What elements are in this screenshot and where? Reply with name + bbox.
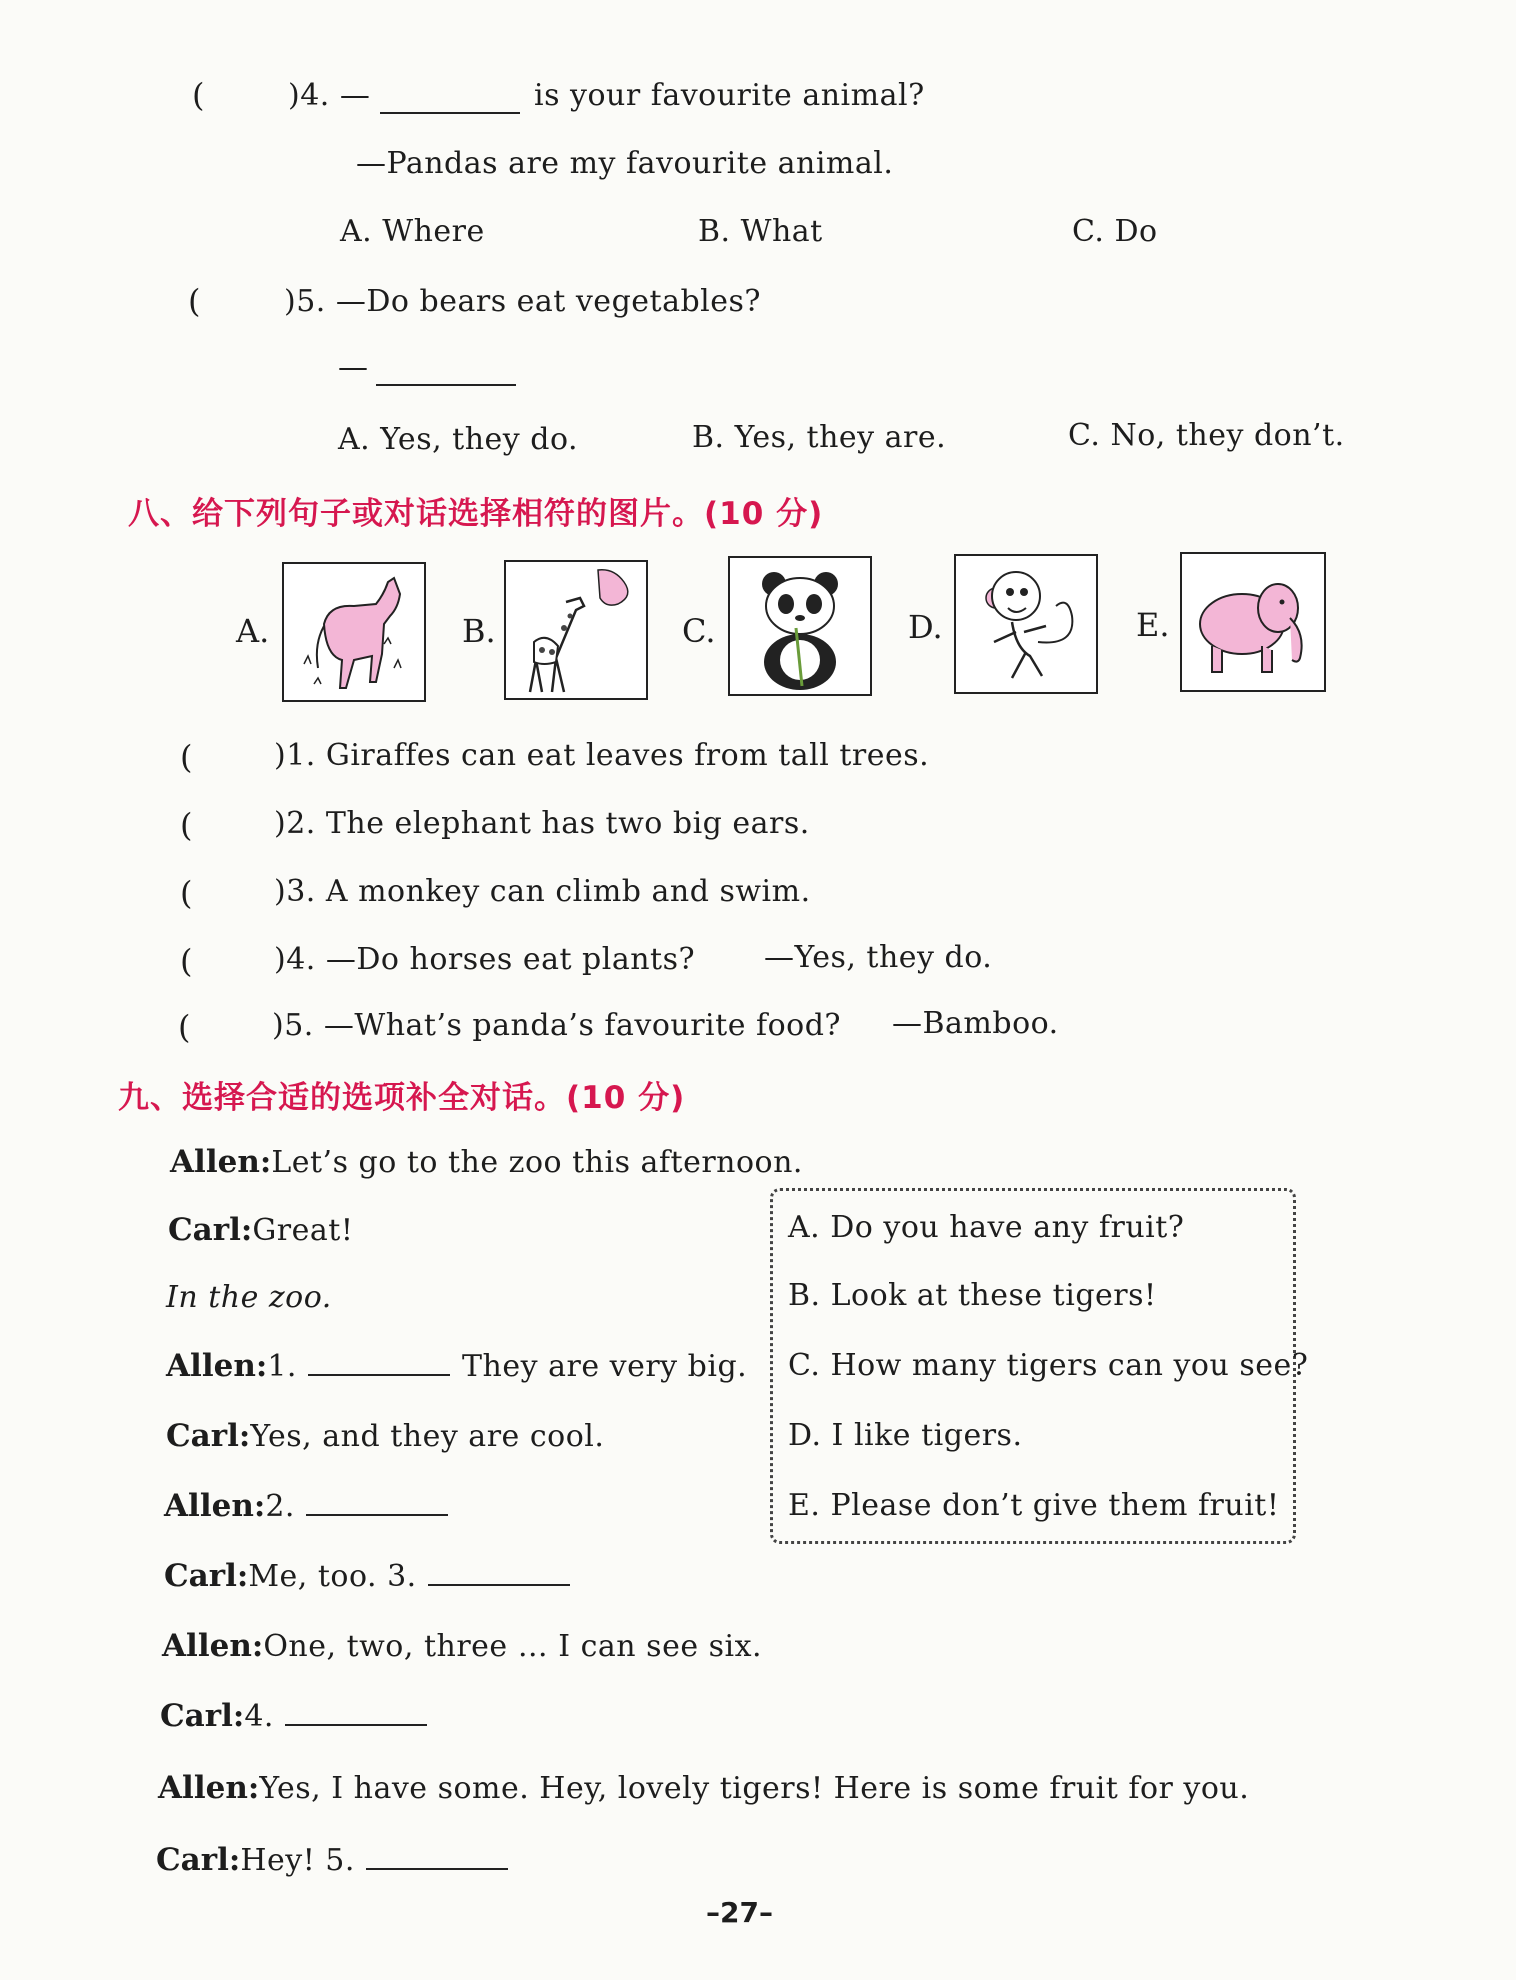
horse-icon	[282, 562, 426, 702]
option-d: D. I like tigers.	[788, 1418, 1023, 1453]
picture-question-5-reply: —Bamboo.	[892, 1006, 1059, 1041]
giraffe-icon	[504, 560, 648, 700]
answer-paren-open: (	[180, 874, 193, 912]
dialogue-line-1	[170, 1144, 803, 1180]
dialogue-line-9	[158, 1770, 1249, 1806]
section-9-title: 九、选择合适的选项补全对话。(10 分)	[118, 1080, 686, 1116]
speaker-name: Carl	[164, 1558, 237, 1594]
answer-paren-open: (	[188, 282, 201, 320]
speaker-name: Allen	[164, 1488, 254, 1524]
picture-label-e: E.	[1136, 606, 1170, 644]
option-e: E. Please don’t give them fruit!	[788, 1488, 1280, 1523]
answer-paren-open: (	[192, 76, 205, 114]
dialogue-text: They are very big.	[462, 1349, 748, 1384]
speaker-colon: :	[253, 1488, 266, 1524]
picture-question-4: )4. —Do horses eat plants?	[274, 942, 696, 977]
dialogue-text: Me, too. 3.	[248, 1559, 417, 1594]
speaker-colon: :	[251, 1628, 264, 1664]
question-5-dash: —	[338, 350, 369, 385]
speaker-name: Allen	[162, 1628, 252, 1664]
question-4-blank[interactable]	[380, 86, 520, 114]
speaker-colon: :	[228, 1842, 241, 1878]
speaker-colon: :	[247, 1770, 260, 1806]
dialogue-blank-5[interactable]	[366, 1842, 508, 1870]
dialogue-line-8	[160, 1698, 427, 1734]
speaker-colon: :	[255, 1348, 268, 1384]
dialogue-scene	[166, 1280, 332, 1315]
dialogue-text: Great!	[252, 1213, 354, 1248]
speaker-name: Allen	[158, 1770, 248, 1806]
question-5-blank[interactable]	[376, 358, 516, 386]
scene-direction: In the zoo.	[166, 1280, 332, 1315]
answer-paren-open: (	[178, 1008, 191, 1046]
dialogue-text: Yes, I have some. Hey, lovely tigers! Here is some fruit for you.	[259, 1771, 1250, 1806]
elephant-icon	[1180, 552, 1326, 692]
option-a: A. Do you have any fruit?	[788, 1210, 1185, 1245]
speaker-name: Carl	[160, 1698, 233, 1734]
option-c: C. How many tigers can you see?	[788, 1348, 1309, 1383]
dialogue-line-4	[166, 1418, 604, 1454]
answer-paren-open: (	[180, 806, 193, 844]
speaker-name: Carl	[156, 1842, 229, 1878]
answer-paren-open: (	[180, 738, 193, 776]
speaker-colon: :	[238, 1418, 251, 1454]
speaker-name: Allen	[170, 1144, 260, 1180]
question-5-option-b: B. Yes, they are.	[692, 420, 947, 455]
speaker-name: Allen	[166, 1348, 256, 1384]
dialogue-line-10	[156, 1842, 508, 1878]
picture-label-a: A.	[236, 612, 270, 650]
dialogue-line-6	[164, 1558, 570, 1594]
answer-paren-open: (	[180, 942, 193, 980]
picture-label-d: D.	[908, 608, 943, 646]
dialogue-line-3	[166, 1348, 747, 1384]
speaker-name: Carl	[166, 1418, 239, 1454]
picture-label-c: C.	[682, 612, 716, 650]
question-4-response: —Pandas are my favourite animal.	[356, 146, 894, 181]
dialogue-text: Yes, and they are cool.	[250, 1419, 605, 1454]
dialogue-blank-2[interactable]	[306, 1488, 448, 1516]
picture-question-5: )5. —What’s panda’s favourite food?	[272, 1008, 842, 1043]
picture-question-3: )3. A monkey can climb and swim.	[274, 874, 811, 909]
question-4-option-b: B. What	[698, 214, 823, 249]
speaker-colon: :	[259, 1144, 272, 1180]
speaker-colon: :	[232, 1698, 245, 1734]
panda-icon	[728, 556, 872, 696]
speaker-name: Carl	[168, 1212, 241, 1248]
picture-label-b: B.	[462, 612, 496, 650]
page-number: –27–	[706, 1896, 773, 1929]
dialogue-blank-4[interactable]	[285, 1698, 427, 1726]
section-8-title: 八、给下列句子或对话选择相符的图片。(10 分)	[128, 496, 824, 532]
dialogue-blank-3[interactable]	[428, 1558, 570, 1586]
question-4-option-a: A. Where	[340, 214, 485, 249]
dialogue-number: 2.	[265, 1489, 295, 1524]
monkey-icon	[954, 554, 1098, 694]
question-5-prompt: )5. —Do bears eat vegetables?	[284, 284, 761, 319]
dialogue-line-5	[164, 1488, 448, 1524]
dialogue-text: One, two, three … I can see six.	[263, 1629, 763, 1664]
dialogue-text: Hey! 5.	[240, 1843, 355, 1878]
picture-question-2: )2. The elephant has two big ears.	[274, 806, 810, 841]
question-4-option-c: C. Do	[1072, 214, 1158, 249]
dialogue-text: Let’s go to the zoo this afternoon.	[271, 1145, 803, 1180]
speaker-colon: :	[240, 1212, 253, 1248]
dialogue-number: 1.	[267, 1349, 297, 1384]
question-4-number: )4. —	[288, 78, 371, 113]
option-b: B. Look at these tigers!	[788, 1278, 1157, 1313]
dialogue-blank-1[interactable]	[308, 1348, 450, 1376]
speaker-colon: :	[236, 1558, 249, 1594]
dialogue-line-7	[162, 1628, 762, 1664]
question-5-option-a: A. Yes, they do.	[338, 422, 579, 457]
question-4-prompt: is your favourite animal?	[534, 78, 925, 113]
dialogue-number: 4.	[244, 1699, 274, 1734]
picture-question-4-reply: —Yes, they do.	[764, 940, 993, 975]
question-5-option-c: C. No, they don’t.	[1068, 418, 1345, 453]
dialogue-line-2	[168, 1212, 353, 1248]
picture-question-1: )1. Giraffes can eat leaves from tall trees.	[274, 738, 930, 773]
